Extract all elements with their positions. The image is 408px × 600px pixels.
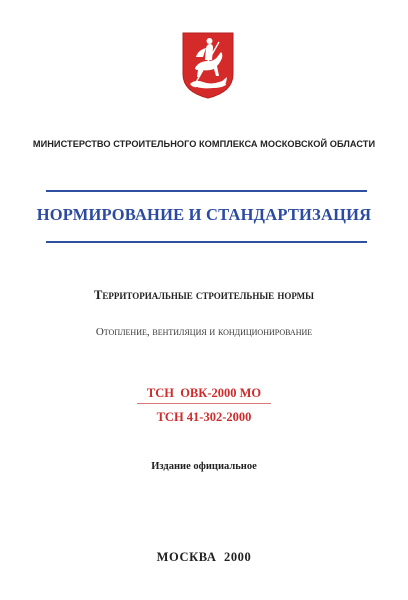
document-code-primary: ТСН ОВК-2000 МО	[146, 386, 262, 400]
bottom-divider	[46, 241, 367, 243]
series-title: НОРМИРОВАНИЕ И СТАНДАРТИЗАЦИЯ	[36, 205, 372, 224]
publication-imprint: МОСКВА 2000	[156, 550, 252, 564]
code-divider	[137, 403, 271, 404]
document-code-secondary: ТСН 41-302-2000	[156, 410, 252, 424]
ministry-name: МИНИСТЕРСТВО СТРОИТЕЛЬНОГО КОМПЛЕКСА МОСКОВСКОЙ ОБЛАСТИ	[32, 139, 376, 149]
moscow-coat-of-arms-icon	[181, 30, 235, 100]
top-divider	[46, 190, 367, 192]
document-title: Отопление, вентиляция и кондиционирование	[95, 326, 313, 338]
edition-label: Издание официальное	[151, 461, 257, 472]
document-type: Территориальные строительные нормы	[94, 288, 314, 302]
